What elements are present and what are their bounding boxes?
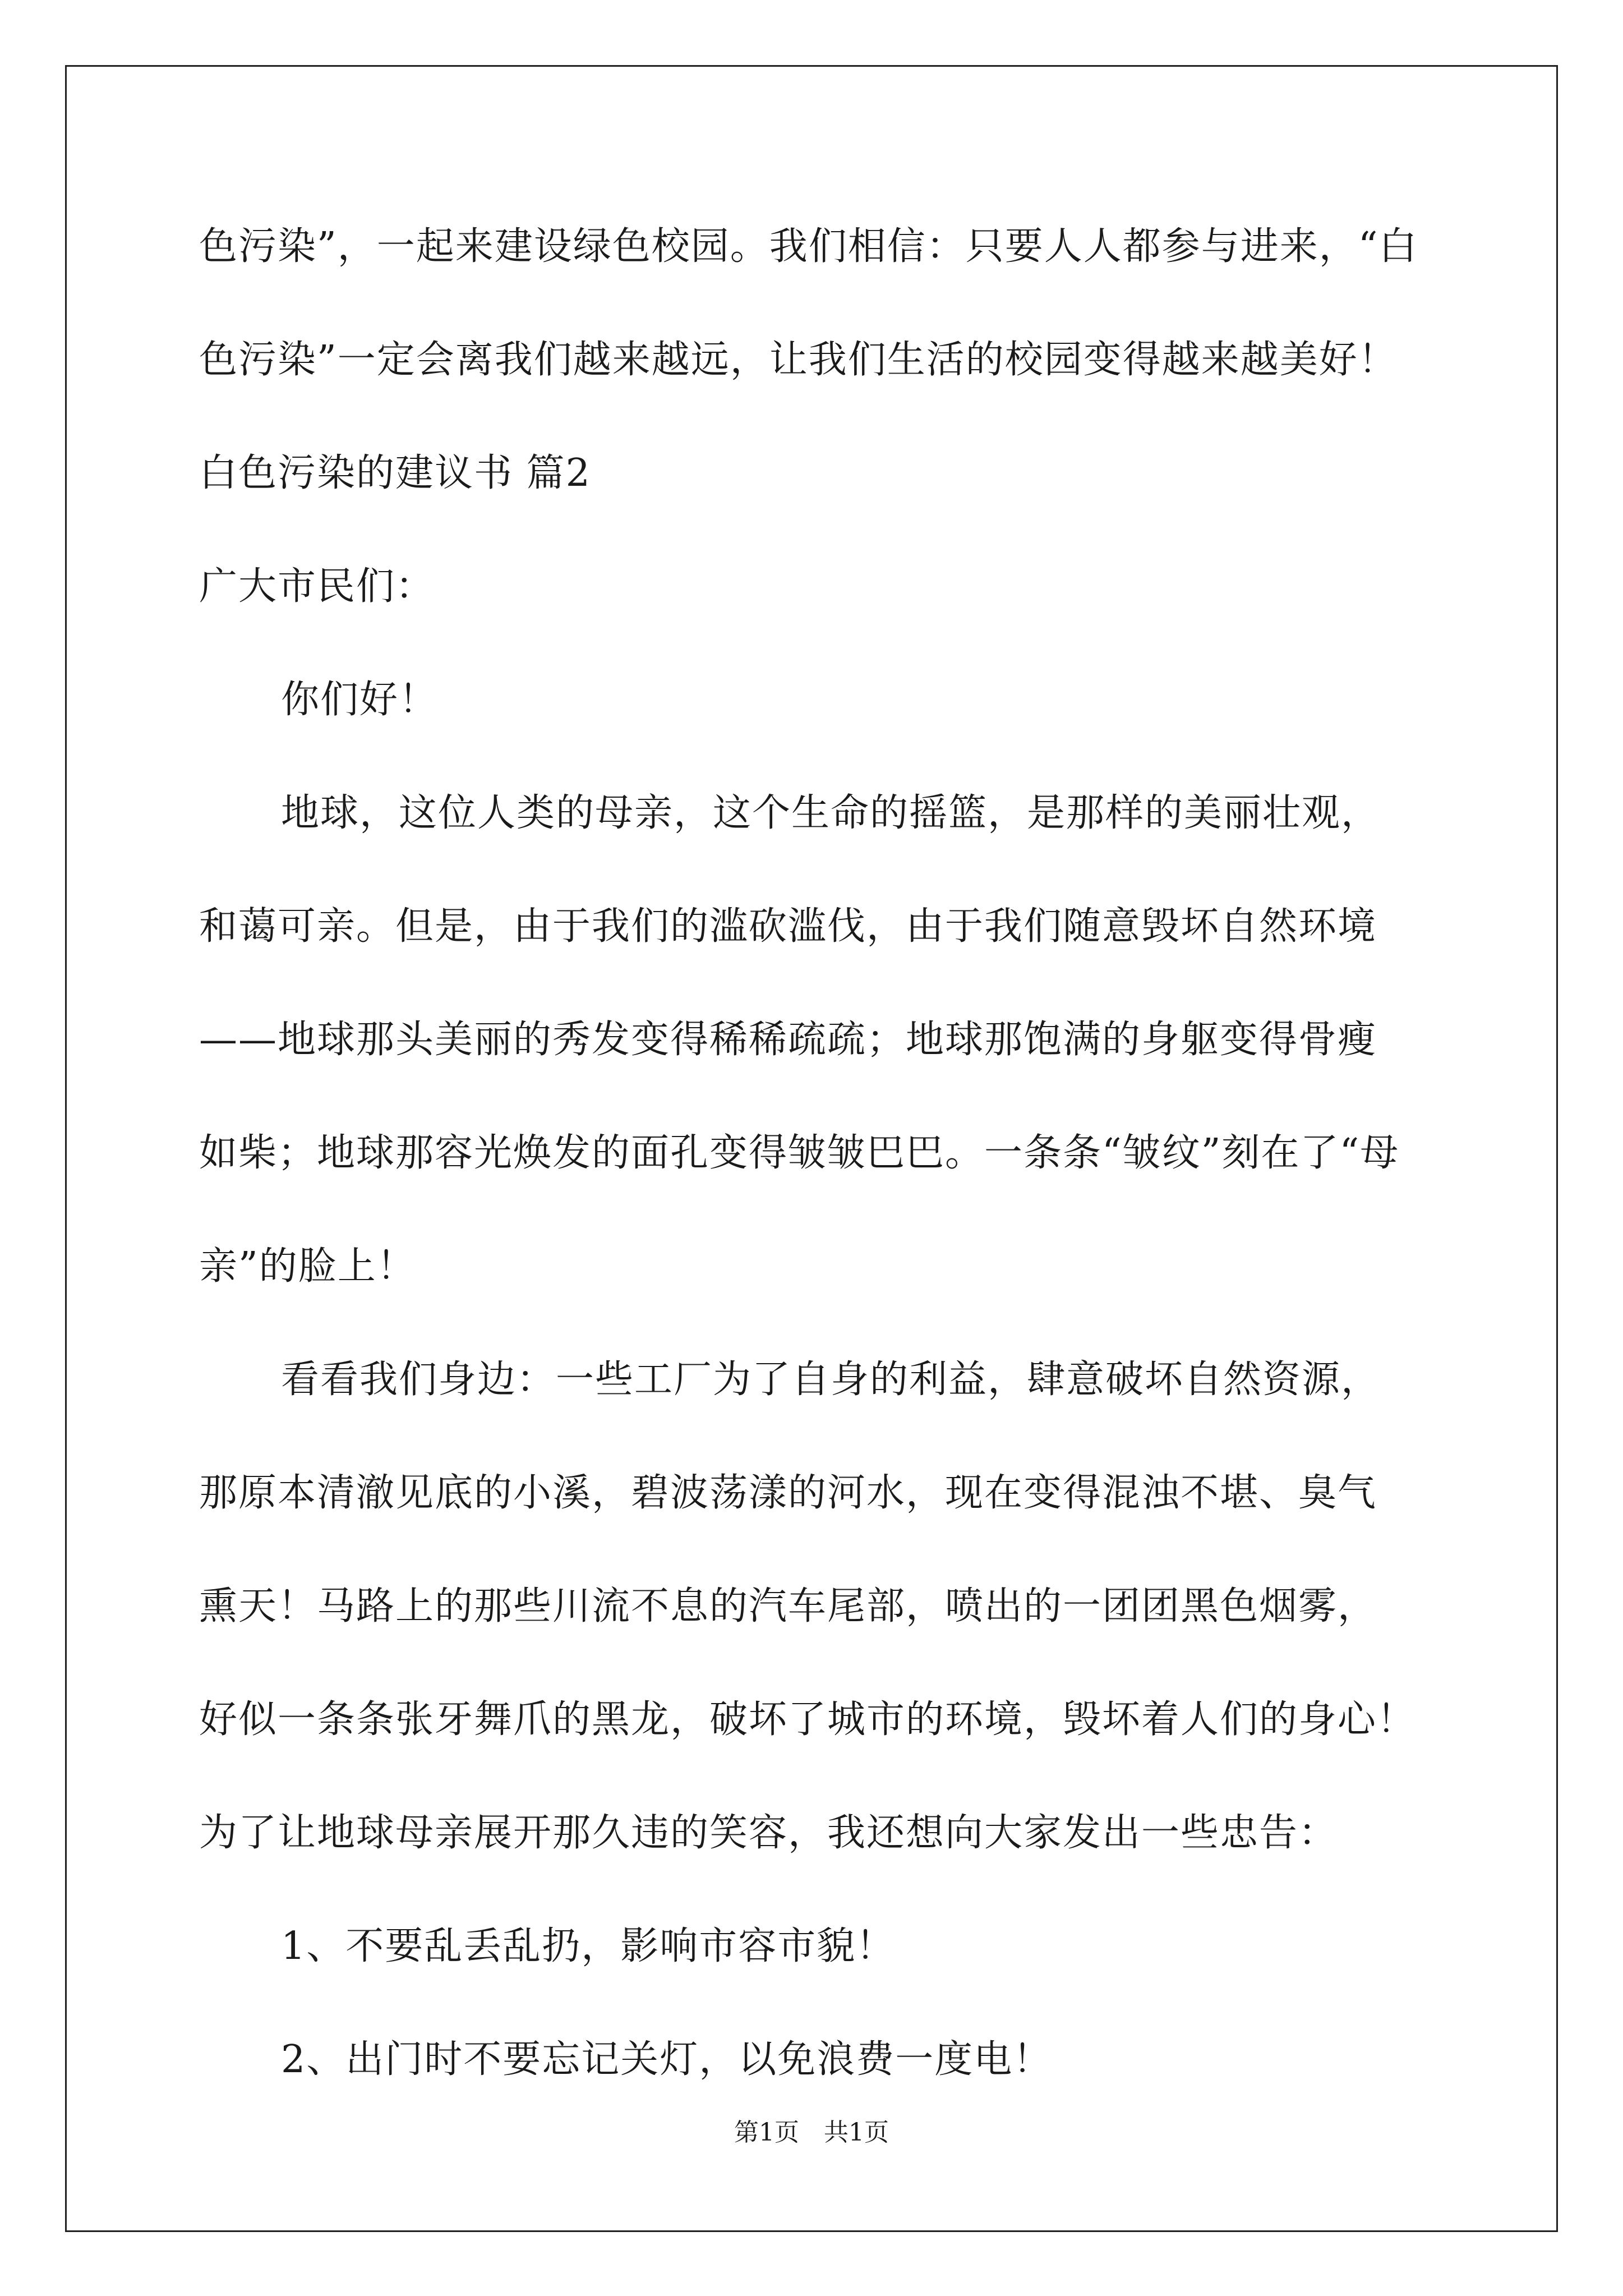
body-line-9: 如柴；地球那容光焕发的面孔变得皱皱巴巴。一条条“皱纹”刻在了“母: [199, 1131, 1400, 1175]
body-line-1: 色污染”，一起来建设绿色校园。我们相信：只要人人都参与进来，“白: [199, 224, 1418, 269]
document-body: [199, 213, 1438, 2139]
body-line-7: 和蔼可亲。但是，由于我们的滥砍滥伐，由于我们随意毁坏自然环境: [199, 904, 1377, 949]
greeting: 你们好！: [281, 678, 439, 722]
page-number-footer: 第1页 共1页: [734, 2118, 889, 2147]
body-line-8: ——地球那头美丽的秀发变得稀稀疏疏；地球那饱满的身躯变得骨瘦: [199, 1018, 1377, 1062]
body-line-14: 好似一条条张牙舞爪的黑龙，破坏了城市的环境，毁坏着人们的身心！: [199, 1697, 1417, 1742]
body-line-12: 那原本清澈见底的小溪，碧波荡漾的河水，现在变得混浊不堪、臭气: [199, 1471, 1377, 1515]
body-line-15: 为了让地球母亲展开那久违的笑容，我还想向大家发出一些忠告：: [199, 1811, 1338, 1855]
salutation: 广大市民们：: [199, 564, 435, 609]
body-line-6: 地球，这位人类的母亲，这个生命的摇篮，是那样的美丽壮观，: [281, 791, 1381, 835]
section-heading: 白色污染的建议书 篇2: [199, 451, 591, 495]
body-line-13: 熏天！马路上的那些川流不息的汽车尾部，喷出的一团团黑色烟雾，: [199, 1584, 1377, 1628]
body-line-2: 色污染”一定会离我们越来越远，让我们生活的校园变得越来越美好！: [199, 338, 1398, 382]
list-item-1: 1、不要乱丢乱扔，影响市容市貌！: [281, 1924, 896, 1968]
body-line-11: 看看我们身边：一些工厂为了自身的利益，肆意破坏自然资源，: [281, 1358, 1381, 1402]
list-item-2: 2、出门时不要忘记关灯，以免浪费一度电！: [281, 2037, 1053, 2082]
body-line-10: 亲”的脸上！: [199, 1244, 416, 1289]
